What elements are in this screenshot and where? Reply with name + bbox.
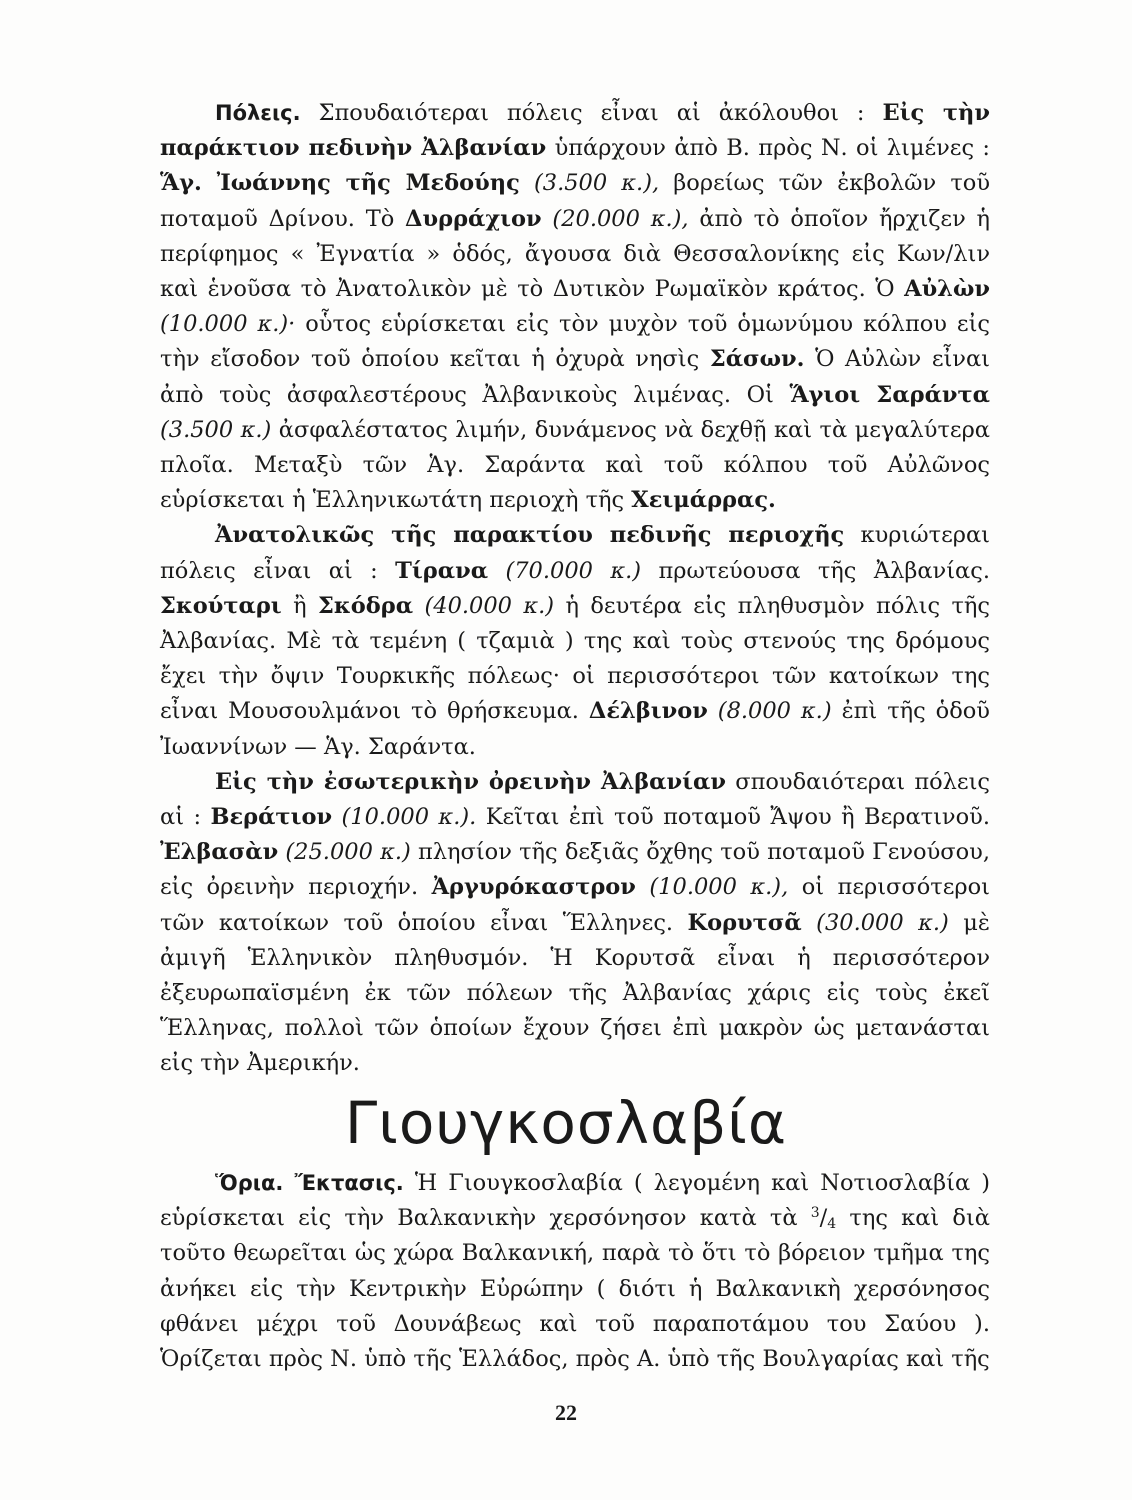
albania-cities-section	[160, 96, 990, 1082]
text-run: Κεῖται ἐπὶ τοῦ ποταμοῦ Ἄψου ἢ Βερατινοῦ.	[476, 804, 990, 831]
text-run: ἀσφαλέστατος λιμήν, δυνάμενος νὰ δεχθῇ καὶ τὰ μεγαλύτερα πλοῖα. Μεταξὺ τῶν Ἁγ. Σαράντα καὶ τοῦ κόλπου τοῦ Αὐλῶνος εὑρίσκεται ἡ Ἑλληνικωτάτη περιοχὴ τῆς	[160, 416, 990, 514]
population: (3.500 κ.),	[519, 170, 660, 197]
population: (40.000 κ.)	[413, 592, 555, 619]
section-heading-yugoslavia: Γιουγκοσλαβία	[344, 1089, 788, 1157]
city-name: Ἐλβασὰν	[160, 839, 279, 866]
paragraph-interior-cities	[160, 765, 990, 1082]
text-run: οἱ περισσότεροι τῶν κατοίκων τοῦ ὁποίου εἶναι Ἕλληνες.	[160, 874, 991, 936]
bold-term-coastal: Εἰς τὴν παράκτιον πεδινὴν Ἀλβανίαν	[160, 100, 990, 162]
place-name: Χειμάρρας.	[631, 487, 776, 514]
fraction-slash: /	[819, 1205, 828, 1232]
place-name: Σάσων.	[709, 346, 805, 373]
city-name: Ἅγ. Ἰωάννης τῆς Μεδούης	[160, 170, 520, 197]
text-run: Ὁ Αὐλὼν εἶναι ἀπὸ τοὺς ἀσφαλεστέρους Ἀλβανικοὺς λιμένας. Οἱ	[160, 346, 990, 408]
bold-term-interior: Εἰς τὴν ἐσωτερικὴν ὀρεινὴν Ἀλβανίαν	[215, 768, 726, 795]
text-run: Σπουδαιότεραι πόλεις εἶναι αἱ ἀκόλουθοι :	[300, 100, 883, 126]
city-name: Βεράτιον	[210, 804, 333, 831]
bold-term-east: Ἀνατολικῶς τῆς παρακτίου πεδινῆς περιοχῆς	[215, 522, 845, 549]
text-run: μὲ ἀμιγῆ Ἑλληνικὸν πληθυσμόν. Ἡ Κορυτσᾶ εἶναι ἡ περισσότερον ἐξευρωπαϊσμένη ἐκ τῶν πόλεων τῆς Ἀλβανίας χάρις εἰς τοὺς ἐκεῖ Ἕλληνας, πολλοὶ τῶν ὁποίων ἔχουν ζήσει ἐπὶ μακρὸν ὡς μετανάσται εἰς τὴν Ἀμερικήν.	[160, 909, 990, 1077]
city-name: Ἅγιοι Σαράντα	[789, 381, 990, 408]
text-run: βορείως τῶν ἐκβολῶν τοῦ ποταμοῦ Δρίνου. Τὸ	[160, 170, 990, 232]
text-run: ἀπὸ τὸ ὁποῖον ἤρχιζεν ἡ περίφημος « Ἐγνατία » ὁδός, ἄγουσα διὰ Θεσσαλονίκης εἰς Κων/λιν καὶ ἑνοῦσα τὸ Ἀνατολικὸν μὲ τὸ Δυτικὸν Ρωμαϊκὸν κράτος. Ὁ	[160, 205, 990, 303]
text-run: οὗτος εὑρίσκεται εἰς τὸν μυχὸν τοῦ ὁμωνύμου κόλπου εἰς τὴν εἴσοδον τοῦ ὁποίου κεῖται ἡ ὀχυρὰ νησὶς	[160, 311, 990, 373]
fraction-denominator: 4	[827, 1216, 837, 1233]
city-name: Σκούταρι	[160, 592, 282, 619]
population: (10.000 κ.).	[332, 804, 477, 831]
city-name: Ἀργυρόκαστρον	[431, 874, 636, 901]
text-run: ὑπάρχουν ἀπὸ Β. πρὸς Ν. οἱ λιμένες :	[546, 135, 990, 162]
paragraph-borders	[160, 1166, 990, 1377]
population: (70.000 κ.)	[488, 557, 642, 584]
population: (3.500 κ.)	[160, 416, 272, 443]
text-run: σπουδαιότεραι πόλεις αἱ :	[160, 768, 991, 831]
text-run: πρωτεύουσα τῆς Ἀλβανίας.	[641, 557, 990, 584]
population: (10.000 κ.)·	[160, 311, 296, 338]
city-name: Δέλβινον	[588, 698, 708, 725]
text-run: Ἡ Γιουγκοσλαβία ( λεγομένη καὶ Νοτιοσλαβία ) εὑρίσκεται εἰς τὴν Βαλκανικὴν χερσόνησον κατὰ τὰ	[160, 1170, 990, 1232]
section-label-cities: Πόλεις.	[215, 101, 301, 125]
page-number: 22	[555, 1400, 577, 1425]
paragraph-coastal-cities	[160, 96, 990, 518]
population: (10.000 κ.),	[635, 874, 789, 901]
fraction-numerator: 3	[810, 1205, 820, 1222]
text-run: ἡ δευτέρα εἰς πληθυσμὸν πόλις τῆς Ἀλβανίας. Μὲ τὰ τεμένη ( τζαμιὰ ) της καὶ τοὺς στενούς της δρόμους ἔχει τὴν ὄψιν Τουρκικῆς πόλεως· οἱ περισσότεροι τῶν κατοίκων της εἶναι Μουσουλμάνοι τὸ θρήσκευμα.	[160, 592, 990, 725]
text-run: ἐπὶ τῆς ὁδοῦ Ἰωαννίνων — Ἁγ. Σαράντα.	[160, 698, 990, 760]
section-label-borders: Ὅρια. Ἔκτασις.	[215, 1171, 404, 1195]
text-run: ἢ	[281, 592, 318, 619]
population: (25.000 κ.)	[278, 839, 411, 866]
population: (8.000 κ.)	[707, 698, 832, 725]
population: (30.000 κ.)	[801, 909, 949, 936]
text-run: της καὶ διὰ τοῦτο θεωρεῖται ὡς χώρα Βαλκανική, παρὰ τὸ ὅτι τὸ βόρειον τμῆμα της ἀνήκει εἰς τὴν Κεντρικὴν Εὐρώπην ( διότι ἡ Βαλκανικὴ χερσόνησος φθάνει μέχρι τοῦ Δουνάβεως καὶ τοῦ παραποτάμου του Σαύου ). Ὁρίζεται πρὸς Ν. ὑπὸ τῆς Ἑλλάδος, πρὸς Α. ὑπὸ τῆς Βουλγαρίας καὶ τῆς	[160, 1205, 990, 1373]
fraction-three-quarters	[811, 1205, 836, 1231]
yugoslavia-section	[160, 1166, 990, 1377]
city-name: Τίρανα	[395, 557, 489, 584]
city-name: Δυρράχιον	[405, 205, 542, 232]
text-run: κυριώτεραι πόλεις εἶναι αἱ :	[160, 522, 991, 584]
text-run: πλησίον τῆς δεξιᾶς ὄχθης τοῦ ποταμοῦ Γενούσου, εἰς ὀρεινὴν περιοχήν.	[160, 839, 990, 901]
paragraph-eastern-cities	[160, 518, 990, 764]
city-name: Κορυτσᾶ	[687, 909, 802, 936]
city-name: Σκόδρα	[318, 592, 414, 619]
city-name: Αὐλὼν	[904, 276, 990, 303]
population: (20.000 κ.),	[541, 205, 689, 232]
